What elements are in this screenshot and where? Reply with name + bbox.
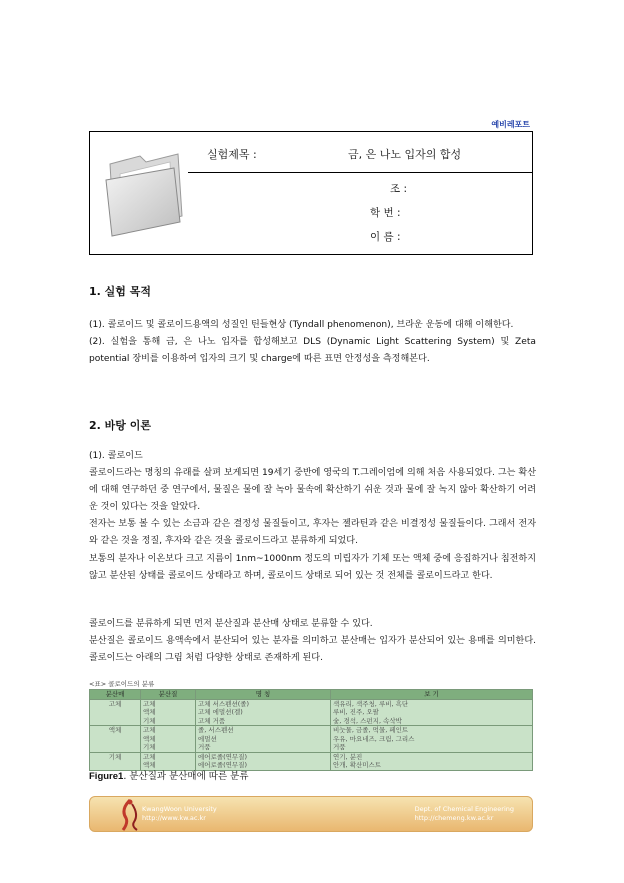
cell-name: 에어로졸(연무질) 에어로졸(연무질) bbox=[196, 752, 331, 770]
footer-university bbox=[142, 805, 217, 823]
section1-heading: 1. 실험 목적 bbox=[89, 285, 151, 298]
section1-body bbox=[89, 317, 536, 368]
cell-examples: 색유리, 색주청, 루비, 흑단 루비, 진주, 오팔 숯, 경석, 스펀지, 속삭박 bbox=[331, 699, 533, 726]
report-header-box bbox=[89, 131, 533, 255]
table-row bbox=[90, 726, 533, 753]
purpose-item-2: (2). 실험을 통해 금, 은 나노 입자를 합성해보고 DLS (Dynamic Light Scattering System) 및 Zeta potential 장비를 이용하여 입자의 크기 및 charge에 따른 표면 안정성을 측정해본다. bbox=[89, 337, 536, 365]
report-type-tag: 예비레포트 bbox=[491, 120, 530, 129]
cell-examples: 연기, 분진 안개, 확산미스트 bbox=[331, 752, 533, 770]
cell-name: 고체 서스펜션(졸) 고체 에멀션(겔) 고체 거품 bbox=[196, 699, 331, 726]
theory-paragraph-5: 분산질은 콜로이드 용액속에서 분산되어 있는 분자를 의미하고 분산매는 입자가 분산되어 있는 용매를 의미한다. 콜로이드는 아래의 그림 처럼 다양한 상태로 존재하게 된다. bbox=[89, 636, 536, 664]
section2-heading: 2. 바탕 이론 bbox=[89, 419, 151, 432]
title-label: 실험제목 : bbox=[207, 148, 257, 161]
name-label: 이 름 : bbox=[370, 231, 401, 243]
theory-paragraph-3: 보통의 분자나 이온보다 크고 지름이 1nm~1000nm 정도의 미립자가 기체 또는 액체 중에 응집하거나 침전하지 않고 분산된 상태를 콜로이드 상태라고 하며, 콜로이드 상태로 되어 있는 것 전체를 콜로이드라고 한다. bbox=[89, 553, 536, 581]
col-header: 분산매 bbox=[90, 690, 141, 700]
section2-body bbox=[89, 448, 536, 585]
table-row bbox=[90, 699, 533, 726]
cell-name: 졸, 서스펜션 에멀션 거품 bbox=[196, 726, 331, 753]
purpose-item-1: (1). 콜로이드 및 콜로이드용액의 성질인 틴들현상 (Tyndall phenomenon), 브라운 운동에 대해 이해한다. bbox=[89, 320, 514, 330]
header-divider bbox=[188, 172, 532, 173]
colloid-classification-figure bbox=[89, 680, 533, 774]
cell-medium: 기체 bbox=[90, 752, 141, 770]
figure-caption-text: . 분산질과 분산매에 따른 분류 bbox=[123, 771, 249, 782]
colloid-table bbox=[89, 689, 533, 771]
theory-paragraph-4: 콜로이드를 분류하게 되면 먼저 분산질과 분산매 상태로 분류할 수 있다. bbox=[89, 619, 373, 629]
footer-department bbox=[415, 805, 514, 823]
col-header: 분산질 bbox=[141, 690, 196, 700]
cell-medium: 고체 bbox=[90, 699, 141, 726]
department-name: Dept. of Chemical Engineering bbox=[414, 805, 514, 813]
university-logo-icon bbox=[118, 798, 142, 832]
figure-label: Figure1 bbox=[89, 771, 124, 782]
student-id-label: 학 번 : bbox=[370, 207, 401, 219]
theory-paragraph-1: 콜로이드라는 명칭의 유래를 살펴 보게되면 19세기 중반에 영국의 T.그레이엄에 의해 처음 사용되었다. 그는 확산에 대해 연구하던 중 연구에서, 물질은 물에 잘 녹아 물속에 확산하기 쉬운 것과 물에 잘 녹지 않아 확산하기 어려운 것이 있다는 것을 알았다. bbox=[89, 468, 536, 513]
cell-phase: 고체 액체 기체 bbox=[141, 699, 196, 726]
university-name: KwangWoon University bbox=[142, 805, 217, 813]
group-label: 조 : bbox=[390, 183, 408, 195]
department-url[interactable]: http://chemeng.kw.ac.kr bbox=[414, 814, 494, 822]
colloid-subheading: (1). 콜로이드 bbox=[89, 451, 143, 461]
theory-paragraph-2: 전자는 보통 볼 수 있는 소금과 같은 결정성 물질들이고, 후자는 젤라틴과 같은 비결정성 물질들이다. 그래서 전자와 같은 것을 정질, 후자와 같은 것을 콜로이드라고 분류하게 되었다. bbox=[89, 519, 536, 547]
col-header: 명 칭 bbox=[196, 690, 331, 700]
university-footer bbox=[89, 796, 533, 832]
university-url[interactable]: http://www.kw.ac.kr bbox=[142, 814, 206, 822]
cell-examples: 비눗물, 금졸, 먹물, 페인트 우유, 마요네즈, 크림, 그리스 거품 bbox=[331, 726, 533, 753]
cell-phase: 고체 액체 기체 bbox=[141, 726, 196, 753]
cell-phase: 고체 액체 bbox=[141, 752, 196, 770]
figure-caption bbox=[89, 768, 249, 782]
folder-icon bbox=[100, 146, 188, 242]
experiment-title: 금, 은 나노 입자의 합성 bbox=[348, 148, 462, 161]
table-caption: <표> 콜로이드의 분류 bbox=[89, 680, 155, 688]
col-header: 보 기 bbox=[331, 690, 533, 700]
section2-body-cont bbox=[89, 616, 536, 667]
cell-medium: 액체 bbox=[90, 726, 141, 753]
